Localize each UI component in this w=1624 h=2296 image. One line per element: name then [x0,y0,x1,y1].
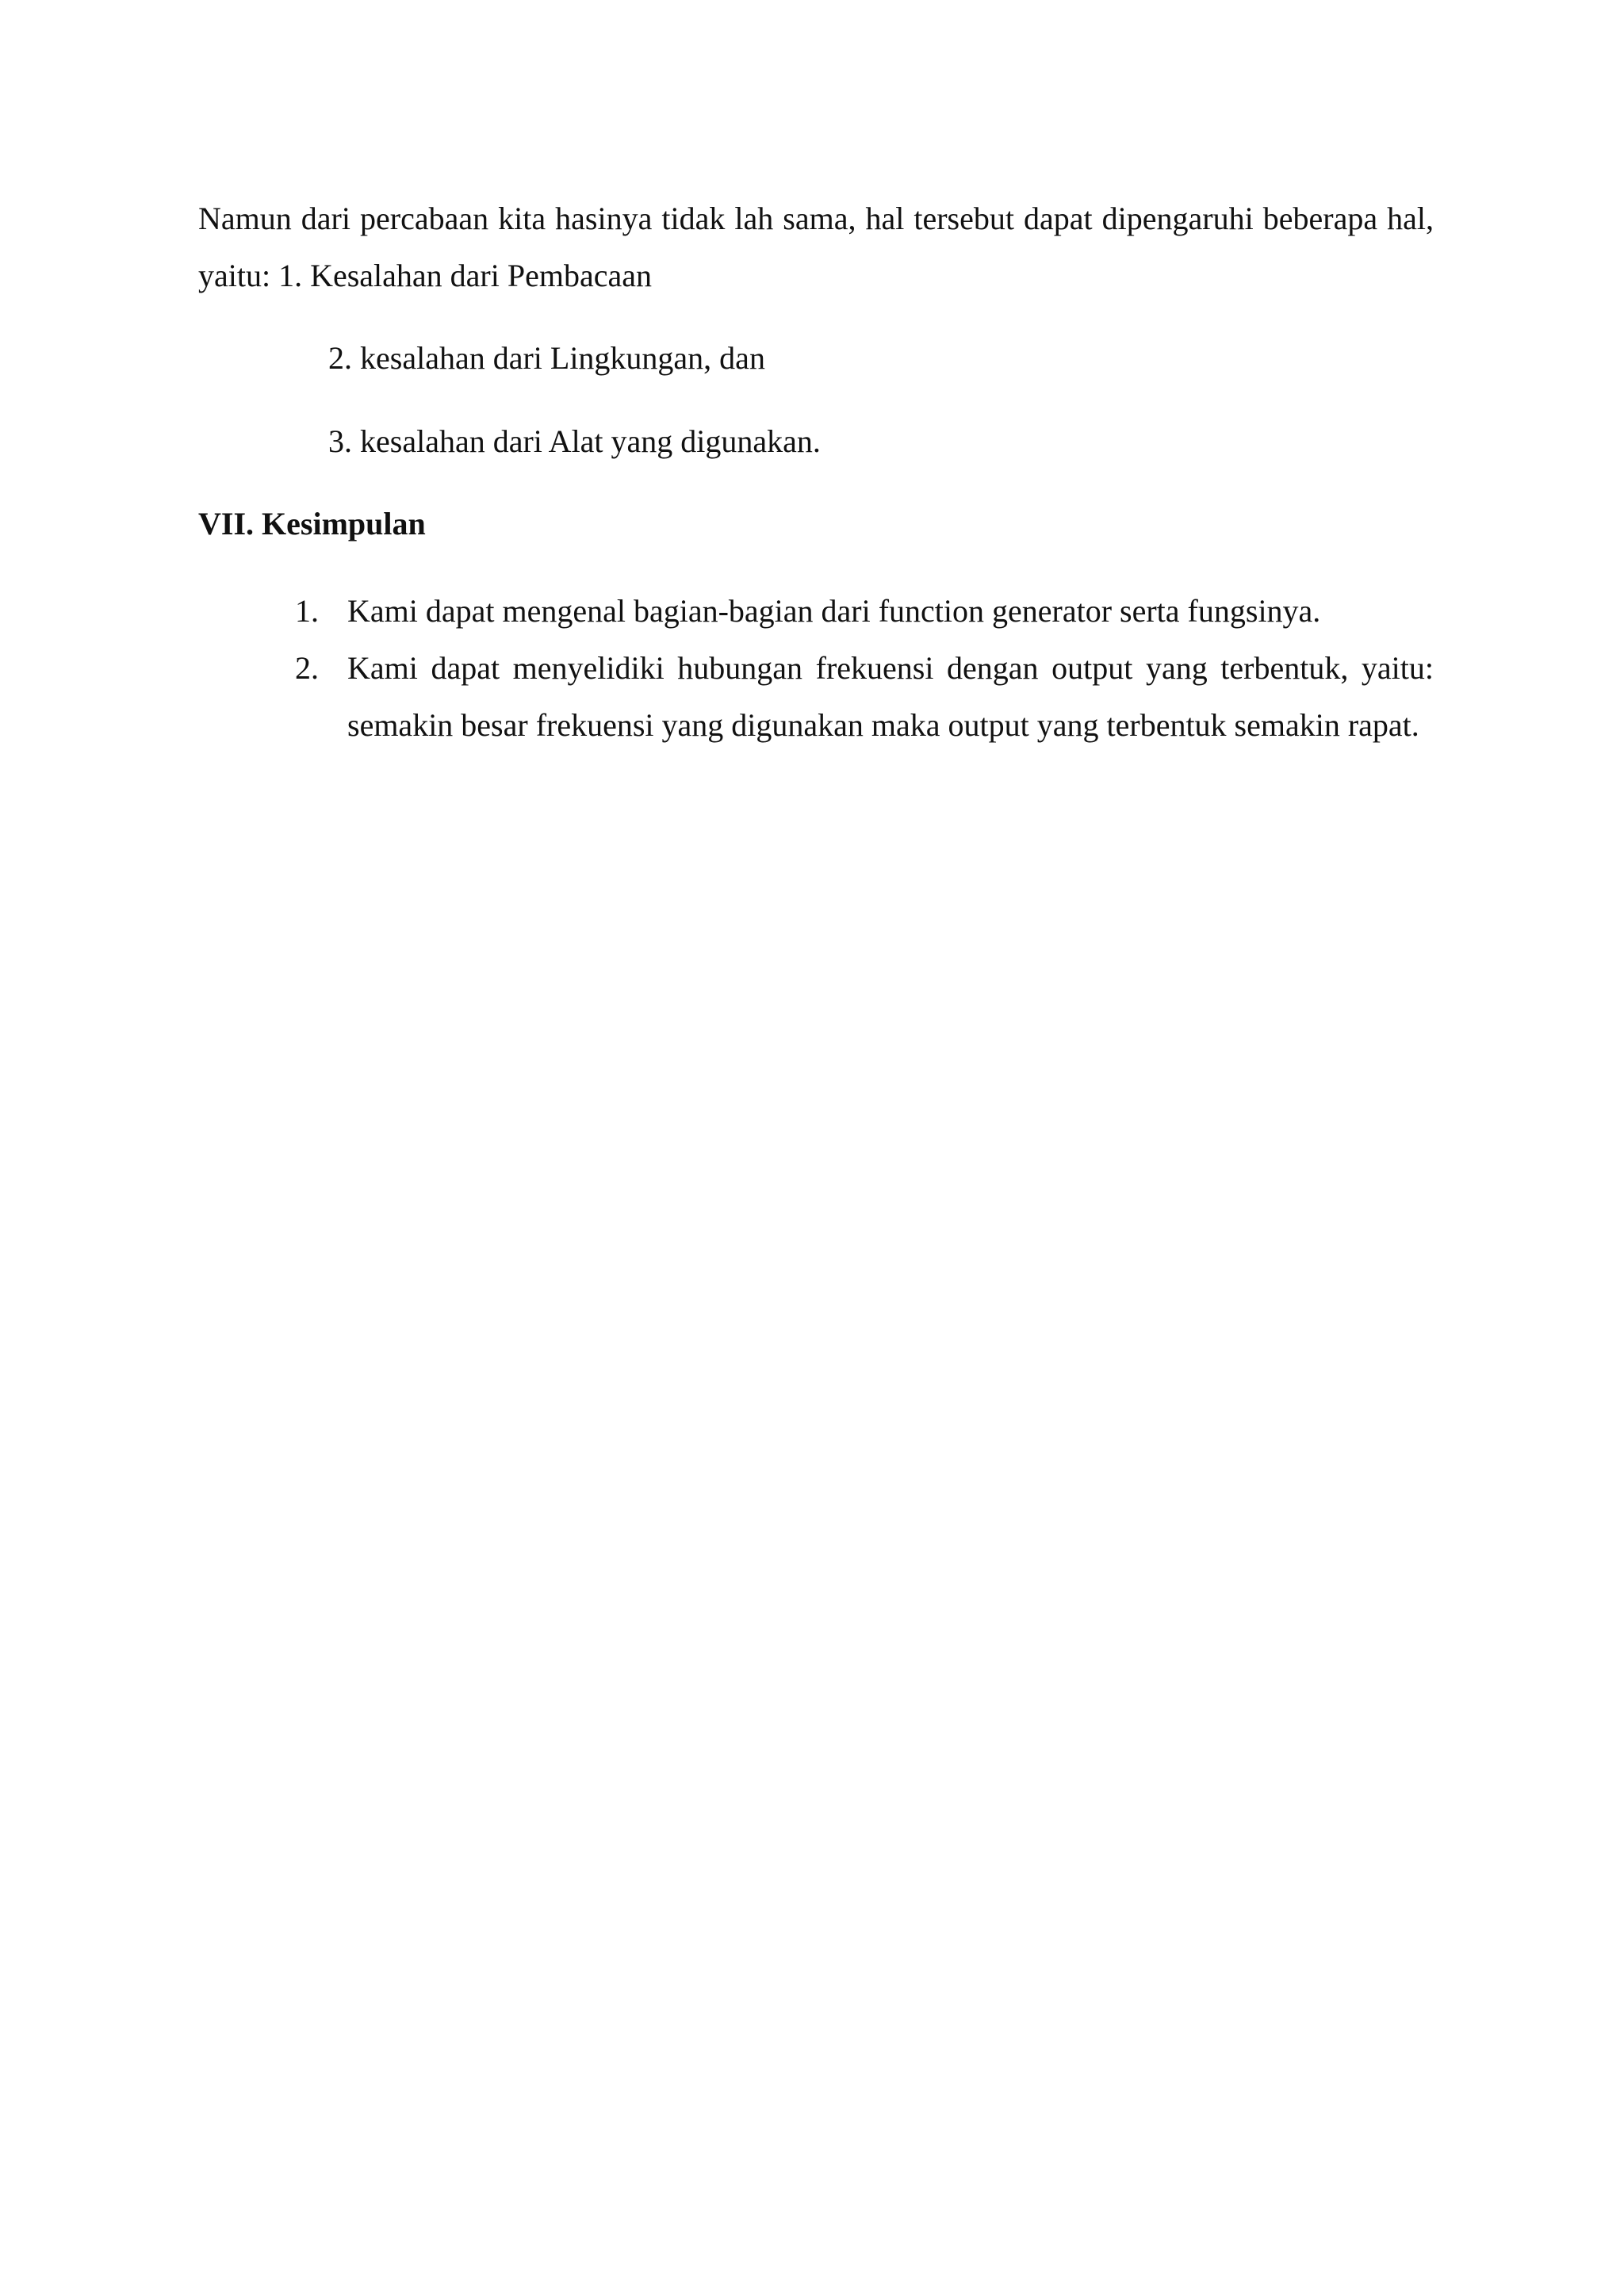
error-item-1: 1. Kesalahan dari Pembacaan [278,258,652,293]
intro-text: Namun dari percabaan kita hasinya tidak lah sama, hal tersebut dapat dipengaruhi beberapa hal, yaitu: [198,201,1434,293]
list-item-number: 2. [295,650,319,686]
list-item-text: Kami dapat mengenal bagian-bagian dari function generator serta fungsinya. [347,593,1321,629]
section-heading: VII. Kesimpulan [198,506,426,541]
list-item-number: 1. [295,593,319,629]
intro-paragraph [198,190,1434,304]
error-item-2: 2. kesalahan dari Lingkungan, dan [328,340,765,376]
list-item [295,640,1434,754]
list-item [295,583,1434,640]
conclusion-list [295,583,1434,754]
error-item-3: 3. kesalahan dari Alat yang digunakan. [328,423,821,459]
list-item-text: Kami dapat menyelidiki hubungan frekuensi dengan output yang terbentuk, yaitu: semakin besar frekuensi yang digunakan maka output yang terbentuk semakin rapat. [347,650,1434,743]
